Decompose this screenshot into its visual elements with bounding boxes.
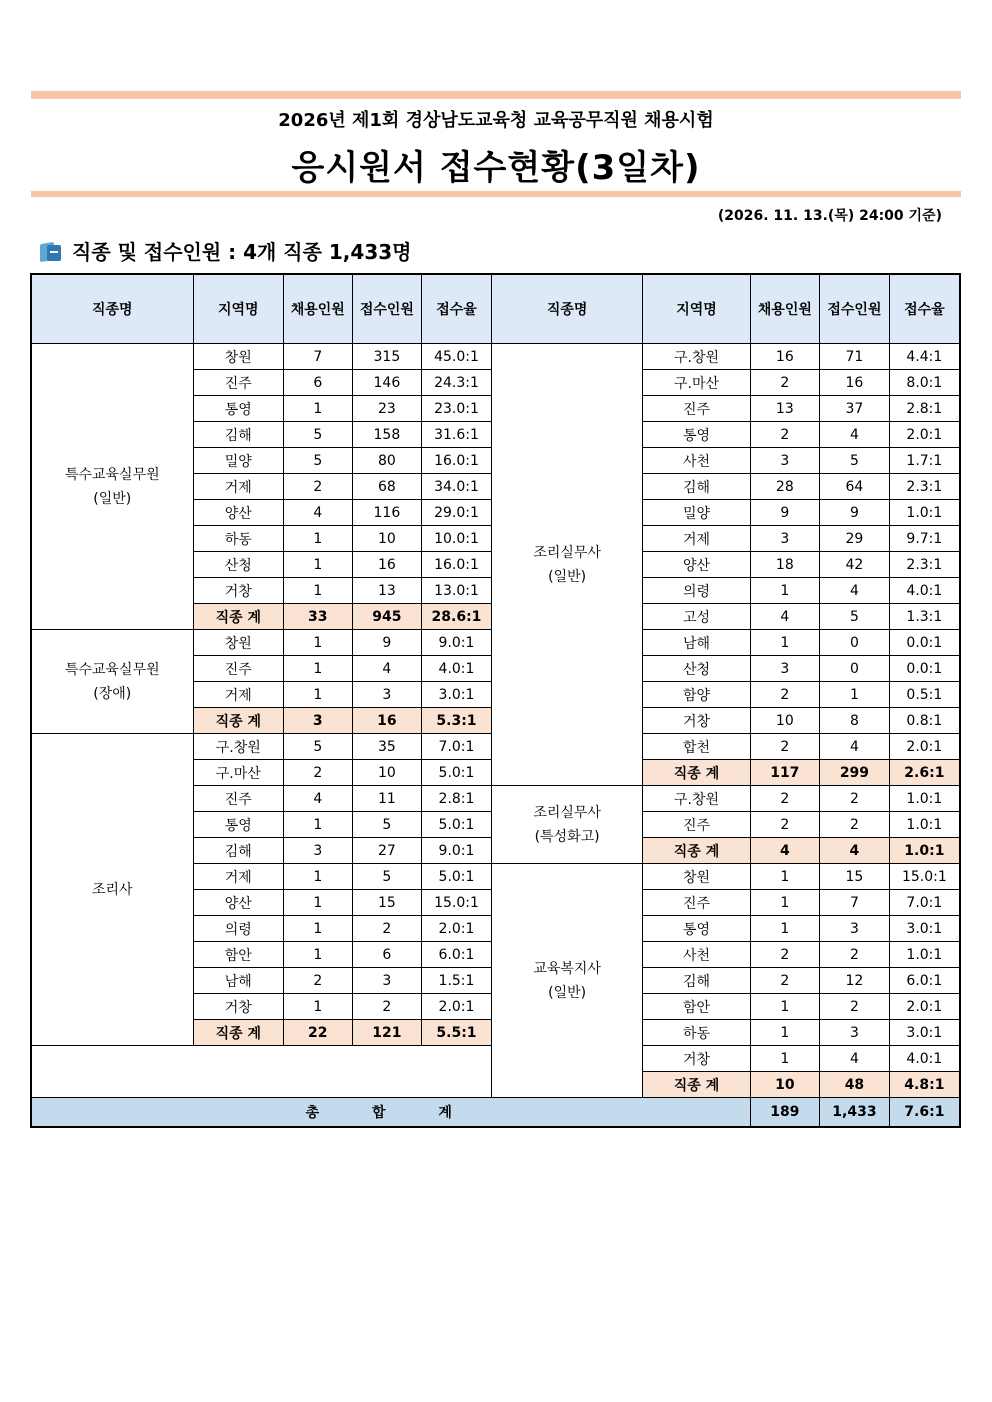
applied-cell-left: 5	[352, 864, 422, 890]
applied-cell-right: 64	[820, 474, 890, 500]
rate-cell-right: 2.3:1	[889, 552, 960, 578]
applied-cell-left: 13	[352, 578, 422, 604]
subtotal-hired-right: 117	[750, 760, 820, 786]
rate-cell-right: 0.5:1	[889, 682, 960, 708]
job-name-line: (일반)	[93, 490, 132, 507]
hired-cell-right: 1	[750, 890, 820, 916]
rate-cell-left: 45.0:1	[422, 344, 492, 370]
hired-cell-left: 2	[283, 760, 352, 786]
region-cell-right: 양산	[643, 552, 750, 578]
header-region-right: 지역명	[643, 274, 750, 344]
rate-cell-left: 5.0:1	[422, 864, 492, 890]
rate-cell-right: 8.0:1	[889, 370, 960, 396]
job-name-line: (장애)	[93, 685, 132, 702]
subtotal-rate-left: 28.6:1	[422, 604, 492, 630]
applied-cell-left: 35	[352, 734, 422, 760]
region-cell-right: 김해	[643, 474, 750, 500]
rate-cell-left: 13.0:1	[422, 578, 492, 604]
hired-cell-right: 2	[750, 422, 820, 448]
rate-cell-left: 15.0:1	[422, 890, 492, 916]
header-rate-left: 접수율	[422, 274, 492, 344]
hired-cell-left: 4	[283, 500, 352, 526]
hired-cell-left: 1	[283, 526, 352, 552]
region-cell-right: 함안	[643, 994, 750, 1020]
applied-cell-right: 9	[820, 500, 890, 526]
rate-cell-left: 34.0:1	[422, 474, 492, 500]
rate-cell-left: 23.0:1	[422, 396, 492, 422]
region-cell-left: 양산	[193, 890, 283, 916]
applied-cell-left: 68	[352, 474, 422, 500]
region-cell-right: 함양	[643, 682, 750, 708]
applied-cell-right: 3	[820, 1020, 890, 1046]
subtotal-rate-left: 5.3:1	[422, 708, 492, 734]
rate-cell-right: 3.0:1	[889, 916, 960, 942]
hired-cell-left: 3	[283, 838, 352, 864]
grand-total-label-text: 총 합 계	[305, 1105, 476, 1121]
rate-cell-right: 1.3:1	[889, 604, 960, 630]
region-cell-right: 창원	[643, 864, 750, 890]
applied-cell-right: 8	[820, 708, 890, 734]
grand-total-applied: 1,433	[820, 1098, 890, 1128]
region-cell-right: 밀양	[643, 500, 750, 526]
hired-cell-left: 1	[283, 656, 352, 682]
region-cell-left: 진주	[193, 786, 283, 812]
applied-cell-right: 5	[820, 448, 890, 474]
hired-cell-right: 1	[750, 1046, 820, 1072]
subtotal-label-left: 직종 계	[193, 708, 283, 734]
header-applied-right: 접수인원	[820, 274, 890, 344]
hired-cell-left: 1	[283, 942, 352, 968]
hired-cell-right: 1	[750, 1020, 820, 1046]
applied-cell-left: 4	[352, 656, 422, 682]
hired-cell-right: 3	[750, 448, 820, 474]
rate-cell-left: 6.0:1	[422, 942, 492, 968]
header-rate-right: 접수율	[889, 274, 960, 344]
rate-cell-right: 0.0:1	[889, 630, 960, 656]
rate-cell-right: 0.0:1	[889, 656, 960, 682]
rate-cell-left: 24.3:1	[422, 370, 492, 396]
applied-cell-left: 146	[352, 370, 422, 396]
job-cell-left	[31, 630, 193, 734]
rate-cell-left: 2.0:1	[422, 994, 492, 1020]
region-cell-right: 사천	[643, 448, 750, 474]
subtotal-rate-right: 1.0:1	[889, 838, 960, 864]
region-cell-left: 거제	[193, 682, 283, 708]
applied-cell-left: 2	[352, 994, 422, 1020]
bottom-accent-bar	[31, 191, 961, 197]
applied-cell-right: 1	[820, 682, 890, 708]
region-cell-right: 사천	[643, 942, 750, 968]
region-cell-left: 남해	[193, 968, 283, 994]
rate-cell-left: 2.0:1	[422, 916, 492, 942]
region-cell-right: 진주	[643, 812, 750, 838]
hired-cell-right: 28	[750, 474, 820, 500]
job-name-line: (일반)	[548, 984, 587, 1001]
rate-cell-left: 5.0:1	[422, 812, 492, 838]
applied-cell-right: 2	[820, 786, 890, 812]
hired-cell-left: 1	[283, 682, 352, 708]
region-cell-left: 창원	[193, 630, 283, 656]
top-accent-bar	[31, 91, 961, 99]
subtotal-label-right: 직종 계	[643, 838, 750, 864]
applied-cell-right: 37	[820, 396, 890, 422]
section-heading-text: 직종 및 접수인원 : 4개 직종 1,433명	[72, 240, 412, 264]
section-heading	[38, 236, 411, 265]
hired-cell-right: 10	[750, 708, 820, 734]
subtotal-label-left: 직종 계	[193, 1020, 283, 1046]
hired-cell-right: 3	[750, 656, 820, 682]
hired-cell-right: 2	[750, 942, 820, 968]
rate-cell-left: 4.0:1	[422, 656, 492, 682]
hired-cell-right: 2	[750, 682, 820, 708]
job-name-line: 조리실무사	[533, 544, 601, 561]
rate-cell-right: 4.4:1	[889, 344, 960, 370]
applied-cell-right: 2	[820, 994, 890, 1020]
region-cell-right: 진주	[643, 396, 750, 422]
hired-cell-left: 1	[283, 994, 352, 1020]
rate-cell-right: 2.8:1	[889, 396, 960, 422]
region-cell-right: 산청	[643, 656, 750, 682]
hired-cell-right: 13	[750, 396, 820, 422]
region-cell-left: 진주	[193, 370, 283, 396]
region-cell-left: 김해	[193, 838, 283, 864]
subtotal-applied-right: 4	[820, 838, 890, 864]
rate-cell-left: 1.5:1	[422, 968, 492, 994]
rate-cell-right: 1.0:1	[889, 500, 960, 526]
hired-cell-right: 18	[750, 552, 820, 578]
rate-cell-right: 2.0:1	[889, 994, 960, 1020]
hired-cell-left: 1	[283, 916, 352, 942]
hired-cell-left: 1	[283, 552, 352, 578]
applied-cell-left: 2	[352, 916, 422, 942]
hired-cell-right: 1	[750, 994, 820, 1020]
hired-cell-right: 2	[750, 734, 820, 760]
rate-cell-right: 15.0:1	[889, 864, 960, 890]
applied-cell-right: 71	[820, 344, 890, 370]
region-cell-left: 진주	[193, 656, 283, 682]
job-cell-right	[491, 786, 643, 864]
job-name-line: (일반)	[548, 568, 587, 585]
rate-cell-left: 16.0:1	[422, 552, 492, 578]
applied-cell-left: 5	[352, 812, 422, 838]
blank-area	[31, 1046, 491, 1098]
region-cell-right: 거제	[643, 526, 750, 552]
applied-cell-left: 16	[352, 552, 422, 578]
rate-cell-right: 2.3:1	[889, 474, 960, 500]
rate-cell-left: 31.6:1	[422, 422, 492, 448]
rate-cell-left: 16.0:1	[422, 448, 492, 474]
job-name-line: (특성화고)	[534, 828, 600, 845]
header-job-right: 직종명	[491, 274, 643, 344]
applied-cell-right: 29	[820, 526, 890, 552]
rate-cell-right: 1.0:1	[889, 786, 960, 812]
rate-cell-left: 9.0:1	[422, 838, 492, 864]
rate-cell-right: 1.0:1	[889, 942, 960, 968]
grand-total-hired: 189	[750, 1098, 820, 1128]
applied-cell-right: 4	[820, 734, 890, 760]
region-cell-left: 거제	[193, 474, 283, 500]
region-cell-right: 남해	[643, 630, 750, 656]
applied-cell-left: 15	[352, 890, 422, 916]
region-cell-left: 구.마산	[193, 760, 283, 786]
hired-cell-left: 5	[283, 422, 352, 448]
rate-cell-right: 3.0:1	[889, 1020, 960, 1046]
hired-cell-right: 1	[750, 630, 820, 656]
region-cell-right: 진주	[643, 890, 750, 916]
subtotal-label-right: 직종 계	[643, 1072, 750, 1098]
subtotal-rate-left: 5.5:1	[422, 1020, 492, 1046]
hired-cell-right: 2	[750, 812, 820, 838]
subtotal-hired-right: 4	[750, 838, 820, 864]
region-cell-left: 구.창원	[193, 734, 283, 760]
hired-cell-left: 7	[283, 344, 352, 370]
header-hired-right: 채용인원	[750, 274, 820, 344]
applied-cell-right: 4	[820, 578, 890, 604]
applied-cell-right: 0	[820, 630, 890, 656]
region-cell-right: 통영	[643, 916, 750, 942]
rate-cell-left: 2.8:1	[422, 786, 492, 812]
grand-total-label	[31, 1098, 750, 1128]
applied-cell-left: 10	[352, 526, 422, 552]
subtotal-label-right: 직종 계	[643, 760, 750, 786]
job-name-line: 조리실무사	[533, 804, 601, 821]
applied-cell-left: 23	[352, 396, 422, 422]
subtotal-label-left: 직종 계	[193, 604, 283, 630]
rate-cell-right: 7.0:1	[889, 890, 960, 916]
applied-cell-left: 10	[352, 760, 422, 786]
hired-cell-left: 1	[283, 890, 352, 916]
rate-cell-right: 4.0:1	[889, 578, 960, 604]
region-cell-right: 하동	[643, 1020, 750, 1046]
job-cell-left	[31, 734, 193, 1046]
applied-cell-right: 4	[820, 1046, 890, 1072]
document-title: 응시원서 접수현황(3일차)	[291, 148, 701, 188]
region-cell-left: 함안	[193, 942, 283, 968]
subtotal-rate-right: 2.6:1	[889, 760, 960, 786]
rate-cell-right: 1.0:1	[889, 812, 960, 838]
job-cell-left	[31, 344, 193, 630]
rate-cell-right: 0.8:1	[889, 708, 960, 734]
region-cell-right: 거창	[643, 708, 750, 734]
applied-cell-right: 2	[820, 812, 890, 838]
region-cell-left: 거제	[193, 864, 283, 890]
region-cell-left: 의령	[193, 916, 283, 942]
applied-cell-left: 9	[352, 630, 422, 656]
job-name-line: 교육복지사	[533, 960, 601, 977]
table-header-row	[31, 274, 960, 344]
rate-cell-right: 2.0:1	[889, 422, 960, 448]
table-row	[31, 344, 960, 370]
subtotal-applied-right: 48	[820, 1072, 890, 1098]
applied-cell-right: 16	[820, 370, 890, 396]
hired-cell-right: 1	[750, 864, 820, 890]
hired-cell-left: 5	[283, 448, 352, 474]
job-name-line: 특수교육실무원	[64, 466, 160, 483]
header-hired-left: 채용인원	[283, 274, 352, 344]
document-icon	[38, 239, 62, 263]
region-cell-right: 구.창원	[643, 344, 750, 370]
region-cell-left: 통영	[193, 396, 283, 422]
rate-cell-right: 4.0:1	[889, 1046, 960, 1072]
region-cell-left: 하동	[193, 526, 283, 552]
rate-cell-right: 6.0:1	[889, 968, 960, 994]
applied-cell-right: 15	[820, 864, 890, 890]
job-name-line: 특수교육실무원	[64, 661, 160, 678]
hired-cell-left: 4	[283, 786, 352, 812]
rate-cell-right: 2.0:1	[889, 734, 960, 760]
hired-cell-left: 1	[283, 396, 352, 422]
region-cell-left: 양산	[193, 500, 283, 526]
subtotal-hired-right: 10	[750, 1072, 820, 1098]
subtotal-applied-left: 945	[352, 604, 422, 630]
hired-cell-left: 2	[283, 968, 352, 994]
region-cell-left: 김해	[193, 422, 283, 448]
region-cell-left: 거창	[193, 994, 283, 1020]
job-name-line: 조리사	[92, 881, 133, 898]
applied-cell-right: 42	[820, 552, 890, 578]
region-cell-right: 거창	[643, 1046, 750, 1072]
applied-cell-left: 6	[352, 942, 422, 968]
region-cell-left: 거창	[193, 578, 283, 604]
document-subtitle: 2026년 제1회 경상남도교육청 교육공무직원 채용시험	[278, 110, 714, 131]
applied-cell-left: 27	[352, 838, 422, 864]
region-cell-left: 산청	[193, 552, 283, 578]
hired-cell-right: 1	[750, 916, 820, 942]
header-region-left: 지역명	[193, 274, 283, 344]
applied-cell-right: 7	[820, 890, 890, 916]
grand-total-row	[31, 1098, 960, 1128]
rate-cell-right: 1.7:1	[889, 448, 960, 474]
region-cell-right: 통영	[643, 422, 750, 448]
applied-cell-right: 5	[820, 604, 890, 630]
rate-cell-left: 9.0:1	[422, 630, 492, 656]
applied-cell-left: 80	[352, 448, 422, 474]
hired-cell-right: 1	[750, 578, 820, 604]
applied-cell-left: 11	[352, 786, 422, 812]
applied-cell-right: 4	[820, 422, 890, 448]
hired-cell-right: 2	[750, 968, 820, 994]
hired-cell-right: 2	[750, 786, 820, 812]
subtotal-hired-left: 3	[283, 708, 352, 734]
subtotal-applied-left: 16	[352, 708, 422, 734]
application-status-table	[30, 273, 961, 1128]
region-cell-right: 합천	[643, 734, 750, 760]
hired-cell-left: 6	[283, 370, 352, 396]
region-cell-right: 의령	[643, 578, 750, 604]
subtotal-hired-left: 33	[283, 604, 352, 630]
applied-cell-left: 116	[352, 500, 422, 526]
job-cell-right	[491, 864, 643, 1098]
applied-cell-left: 3	[352, 682, 422, 708]
header-applied-left: 접수인원	[352, 274, 422, 344]
hired-cell-right: 9	[750, 500, 820, 526]
region-cell-left: 통영	[193, 812, 283, 838]
hired-cell-left: 1	[283, 630, 352, 656]
rate-cell-left: 3.0:1	[422, 682, 492, 708]
applied-cell-left: 158	[352, 422, 422, 448]
region-cell-right: 구.마산	[643, 370, 750, 396]
rate-cell-left: 7.0:1	[422, 734, 492, 760]
hired-cell-right: 16	[750, 344, 820, 370]
job-cell-right	[491, 344, 643, 786]
hired-cell-left: 2	[283, 474, 352, 500]
applied-cell-right: 12	[820, 968, 890, 994]
hired-cell-right: 2	[750, 370, 820, 396]
hired-cell-left: 1	[283, 864, 352, 890]
region-cell-right: 김해	[643, 968, 750, 994]
rate-cell-left: 29.0:1	[422, 500, 492, 526]
subtotal-applied-left: 121	[352, 1020, 422, 1046]
rate-cell-left: 5.0:1	[422, 760, 492, 786]
hired-cell-right: 4	[750, 604, 820, 630]
applied-cell-left: 3	[352, 968, 422, 994]
applied-cell-right: 2	[820, 942, 890, 968]
region-cell-right: 구.창원	[643, 786, 750, 812]
applied-cell-left: 315	[352, 344, 422, 370]
reference-date: (2026. 11. 13.(목) 24:00 기준)	[717, 208, 942, 224]
subtotal-hired-left: 22	[283, 1020, 352, 1046]
applied-cell-right: 3	[820, 916, 890, 942]
hired-cell-right: 3	[750, 526, 820, 552]
hired-cell-left: 1	[283, 578, 352, 604]
region-cell-left: 밀양	[193, 448, 283, 474]
rate-cell-right: 9.7:1	[889, 526, 960, 552]
subtotal-applied-right: 299	[820, 760, 890, 786]
region-cell-left: 창원	[193, 344, 283, 370]
rate-cell-left: 10.0:1	[422, 526, 492, 552]
grand-total-rate: 7.6:1	[889, 1098, 960, 1128]
hired-cell-left: 1	[283, 812, 352, 838]
header-job-left: 직종명	[31, 274, 193, 344]
applied-cell-right: 0	[820, 656, 890, 682]
subtotal-rate-right: 4.8:1	[889, 1072, 960, 1098]
region-cell-right: 고성	[643, 604, 750, 630]
hired-cell-left: 5	[283, 734, 352, 760]
